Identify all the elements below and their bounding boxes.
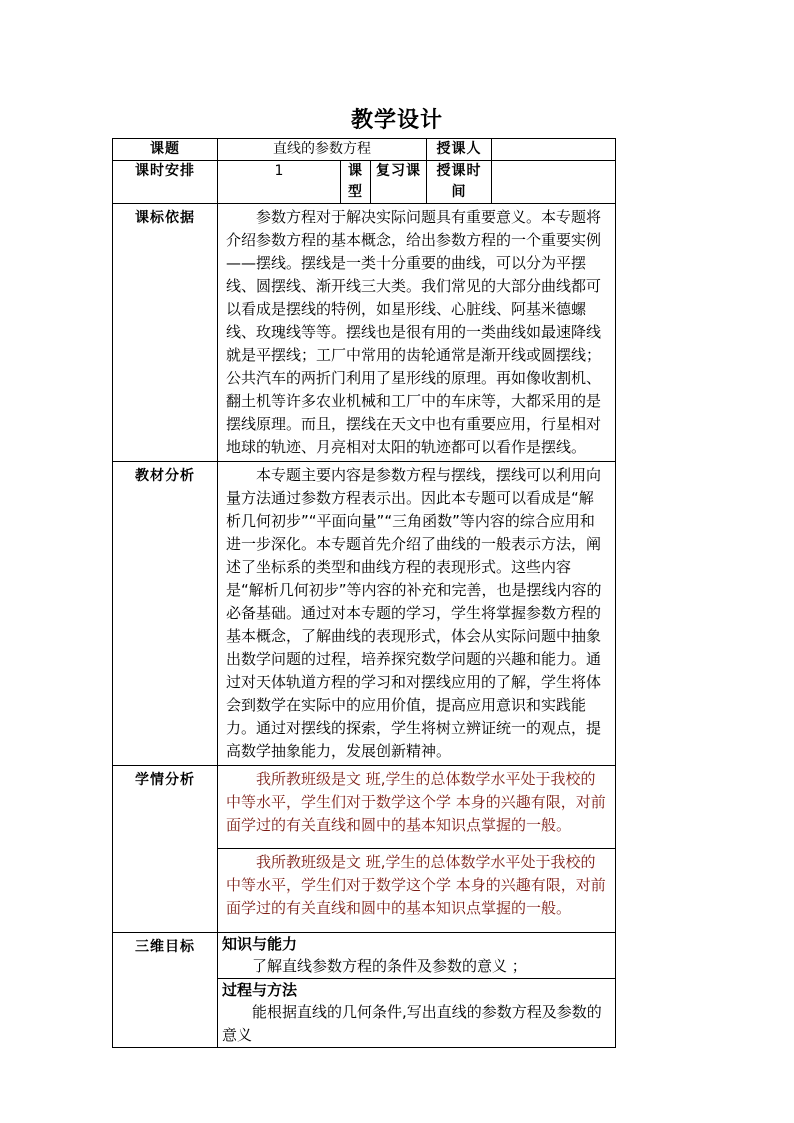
topic-value: 直线的参数方程 xyxy=(218,139,427,161)
row-student-analysis-1 xyxy=(113,766,616,849)
label-time-line1: 授课时 xyxy=(436,163,482,179)
document-title: 教学设计 xyxy=(350,108,443,133)
textbook-analysis-text: 本专题主要内容是参数方程与摆线，摆线可以利用向量方法通过参数方程表示出。因此本专题可以看成是“解析几何初步”“平面向量”“三角函数”等内容的综合应用和进一步深化。本专题首先介绍了曲线的一般表示方法，阐述了坐标系的类型和曲线方程的表现形式。这些内容是“解析几何初步”等内容的补充和完善，也是摆线内容的必备基础。通过对本专题的学习，学生将掌握参数方程的基本概念，了解曲线的表现形式，体会从实际问题中抽象出数学问题的过程，培养探究数学问题的兴趣和能力。通过对天体轨道方程的学习和对摆线应用的了解，学生将体会到数学在实际中的应用价值，提高应用意识和实践能力。通过对摆线的探索，学生将树立辨证统一的观点，提高数学抽象能力，发展创新精神。 xyxy=(226,466,602,760)
label-standard-basis: 课标依据 xyxy=(113,204,218,462)
student-analysis-cell-2 xyxy=(218,849,616,933)
student-analysis-text-1: 我所教班级是文 班,学生的总体数学水平处于我校的中等水平，学生们对于数学这个学 本身的兴趣有限，对前面学过的有关直线和圆中的基本知识点掌握的一般。 xyxy=(226,770,606,834)
goals-process-cell xyxy=(218,979,616,1048)
standard-basis-cell xyxy=(218,204,616,462)
label-time-line2: 间 xyxy=(451,184,467,200)
label-schedule: 课时安排 xyxy=(113,161,218,204)
row-schedule xyxy=(113,161,616,204)
schedule-value: 1 xyxy=(218,161,341,204)
label-type-line2: 型 xyxy=(348,184,363,200)
process-heading: 过程与方法 xyxy=(222,981,298,999)
row-standard-basis xyxy=(113,204,616,462)
label-topic: 课题 xyxy=(113,139,218,161)
type-value: 复习课 xyxy=(371,161,427,204)
label-type-line1: 课 xyxy=(348,163,363,179)
label-teacher: 授课人 xyxy=(427,139,492,161)
row-three-dim-goals-1 xyxy=(113,933,616,979)
knowledge-text: 了解直线参数方程的条件及参数的意义 ； xyxy=(252,957,527,975)
row-topic xyxy=(113,139,616,161)
standard-basis-text: 参数方程对于解决实际问题具有重要意义。本专题将介绍参数方程的基本概念，给出参数方程的一个重要实例——摆线。摆线是一类十分重要的曲线，可以分为平摆线、圆摆线、渐开线三大类。我们常见的大部分曲线都可以看成是摆线的特例，如星形线、心脏线、阿基米德螺线、玫瑰线等等。摆线也是很有用的一类曲线如最速降线就是平摆线；工厂中常用的齿轮通常是渐开线或圆摆线；公共汽车的两折门利用了星形线的原理。再如像收割机、翻土机等许多农业机械和工厂中的车床等，大都采用的是摆线原理。而且，摆线在天文中也有重要应用，行星相对地球的轨迹、月亮相对太阳的轨迹都可以看作是摆线。 xyxy=(226,208,602,456)
time-value xyxy=(492,161,616,204)
label-type xyxy=(341,161,371,204)
label-time xyxy=(427,161,492,204)
student-analysis-cell-1 xyxy=(218,766,616,849)
lesson-design-table xyxy=(112,138,616,1048)
label-student-analysis: 学情分析 xyxy=(113,766,218,933)
process-text: 能根据直线的几何条件,写出直线的参数方程及参数的意义 xyxy=(222,1003,602,1044)
textbook-analysis-cell xyxy=(218,462,616,766)
knowledge-heading: 知识与能力 xyxy=(222,935,298,953)
teacher-value xyxy=(492,139,616,161)
goals-knowledge-cell xyxy=(218,933,616,979)
row-textbook-analysis xyxy=(113,462,616,766)
label-three-dim-goals: 三维目标 xyxy=(113,933,218,1048)
label-textbook-analysis: 教材分析 xyxy=(113,462,218,766)
student-analysis-text-2: 我所教班级是文 班,学生的总体数学水平处于我校的中等水平，学生们对于数学这个学 本身的兴趣有限，对前面学过的有关直线和圆中的基本知识点掌握的一般。 xyxy=(226,853,606,917)
